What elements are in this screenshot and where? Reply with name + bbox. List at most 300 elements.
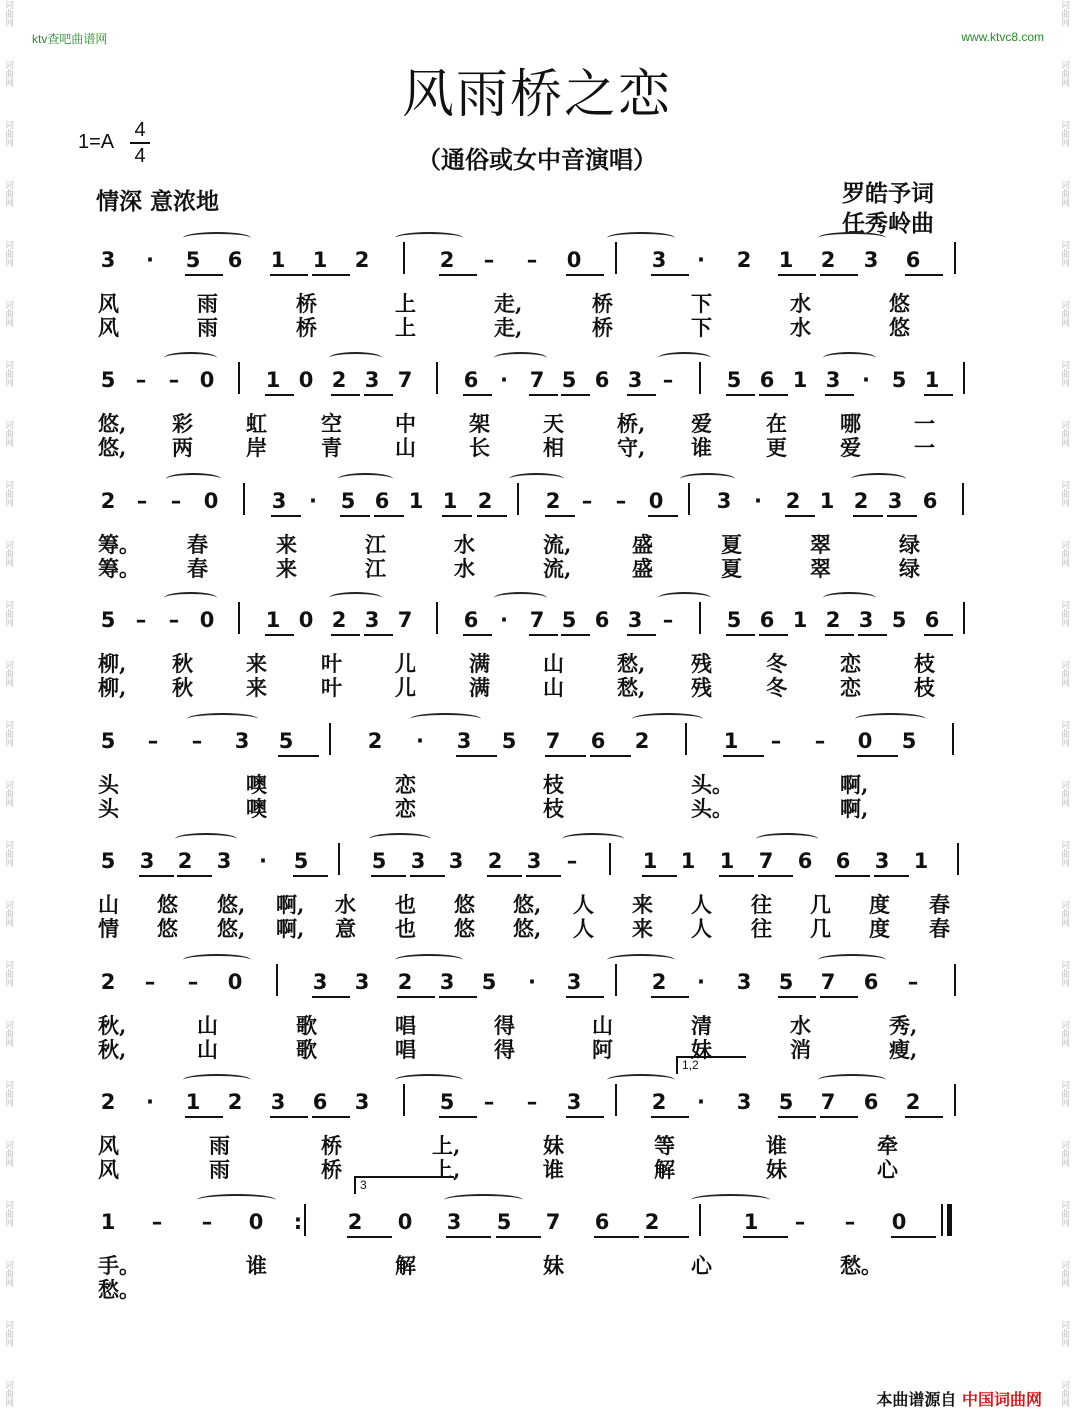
note: 1 xyxy=(270,248,286,272)
underline-beam xyxy=(529,634,558,636)
note: 5 xyxy=(778,1090,794,1114)
dash: – xyxy=(144,970,156,994)
lyric-syllable: 悠, xyxy=(98,435,127,460)
dash: – xyxy=(615,489,627,513)
barline xyxy=(963,602,965,634)
notation-row xyxy=(98,606,1008,646)
watermark-text: 词曲网 xyxy=(3,1260,13,1287)
lyric-syllable: 情 xyxy=(98,916,119,941)
slur xyxy=(494,592,547,604)
notation-row xyxy=(98,968,1008,1008)
underline-beam xyxy=(743,1236,788,1238)
underline-beam xyxy=(139,875,174,877)
note: 0 xyxy=(648,489,664,513)
note: 7 xyxy=(397,608,413,632)
lyric-syllable: 雨 xyxy=(197,291,218,316)
note: 3 xyxy=(887,489,903,513)
barline xyxy=(615,1084,617,1116)
underline-beam xyxy=(723,755,764,757)
lyric-syllable: 绿 xyxy=(899,532,920,557)
dash: – xyxy=(907,970,919,994)
underline-beam xyxy=(312,1116,350,1118)
note: 0 xyxy=(227,970,243,994)
lyric-syllable: 架 xyxy=(469,411,490,436)
underline-beam xyxy=(651,1116,689,1118)
lyric-syllable: 筹。 xyxy=(98,556,140,581)
lyric-syllable: 意 xyxy=(335,916,356,941)
barline xyxy=(436,362,438,394)
watermark-text: 词曲网 xyxy=(3,600,13,627)
underline-beam xyxy=(853,515,883,517)
note: 3 xyxy=(354,970,370,994)
lyric-syllable: 水 xyxy=(454,532,475,557)
notation-row xyxy=(98,727,1008,767)
underline-beam xyxy=(487,875,522,877)
lyric-syllable: 度 xyxy=(869,892,890,917)
lyric-syllable: 桥, xyxy=(617,411,646,436)
lyric-syllable: 啊, xyxy=(840,772,869,797)
lyric-syllable: 柳, xyxy=(98,651,127,676)
note: 5 xyxy=(185,248,201,272)
lyric-syllable: 恋 xyxy=(840,651,861,676)
underline-beam xyxy=(924,394,953,396)
watermark-text: 词曲网 xyxy=(3,840,13,867)
lyric-syllable: 上, xyxy=(432,1157,461,1182)
lyric-syllable: 残 xyxy=(691,675,712,700)
note: 5 xyxy=(100,368,116,392)
lyrics-verse-2 xyxy=(98,793,1008,821)
lyric-syllable: 水 xyxy=(454,556,475,581)
slur xyxy=(607,232,675,244)
underline-beam xyxy=(439,996,477,998)
lyric-syllable: 悠 xyxy=(157,916,178,941)
lyric-syllable: 妹 xyxy=(543,1253,564,1278)
lyric-syllable: 啊, xyxy=(276,916,305,941)
underline-beam xyxy=(312,996,350,998)
slur xyxy=(175,833,237,845)
lyric-syllable: 来 xyxy=(246,651,267,676)
lyric-syllable: 中 xyxy=(395,411,416,436)
lyric-syllable: 上 xyxy=(395,315,416,340)
watermark-text: 词曲网 xyxy=(3,420,13,447)
note: 2 xyxy=(354,248,370,272)
note: 5 xyxy=(100,849,116,873)
underline-beam xyxy=(651,996,689,998)
note: 5 xyxy=(778,970,794,994)
volta-bracket-3: 3 xyxy=(354,1176,454,1194)
note: 5 xyxy=(561,368,577,392)
barline xyxy=(941,1204,943,1236)
lyric-syllable: 头。 xyxy=(691,772,733,797)
notation-row xyxy=(98,487,1008,527)
slur xyxy=(197,1194,276,1206)
note: 0 xyxy=(203,489,219,513)
lyric-syllable: 也 xyxy=(395,892,416,917)
note: 3 xyxy=(364,608,380,632)
slur xyxy=(329,352,382,364)
lyric-syllable: 来 xyxy=(246,675,267,700)
augmentation-dot: · xyxy=(500,608,508,632)
barline xyxy=(954,242,956,274)
note: 1 xyxy=(778,248,794,272)
source-footer xyxy=(876,1387,1042,1410)
note: 3 xyxy=(863,248,879,272)
lyric-syllable: 山 xyxy=(197,1037,218,1062)
note: 6 xyxy=(924,608,940,632)
slur xyxy=(494,352,547,364)
note: 6 xyxy=(594,608,610,632)
slur xyxy=(183,232,251,244)
lyric-syllable: 桥 xyxy=(592,291,613,316)
note: 3 xyxy=(100,248,116,272)
note: 5 xyxy=(726,608,742,632)
lyric-syllable: 几 xyxy=(810,892,831,917)
watermark-text: 词曲网 xyxy=(3,240,13,267)
lyric-syllable: 雨 xyxy=(197,315,218,340)
note: 5 xyxy=(561,608,577,632)
dash: – xyxy=(151,1210,163,1234)
slur xyxy=(607,1074,675,1086)
underline-beam xyxy=(820,1116,858,1118)
note: 0 xyxy=(248,1210,264,1234)
lyric-syllable: 枝 xyxy=(914,675,935,700)
barline xyxy=(615,964,617,996)
note: 1 xyxy=(265,608,281,632)
note: 1 xyxy=(792,368,808,392)
barline xyxy=(699,1204,701,1236)
lyric-syllable: 下 xyxy=(691,291,712,316)
lyric-syllable: 柳, xyxy=(98,675,127,700)
barline xyxy=(963,362,965,394)
dash: – xyxy=(168,608,180,632)
note: 0 xyxy=(891,1210,907,1234)
lyric-syllable: 走, xyxy=(494,315,523,340)
note: 6 xyxy=(463,368,479,392)
watermark-text: 词曲网 xyxy=(1059,1200,1069,1227)
lyric-syllable: 桥 xyxy=(592,315,613,340)
underline-beam xyxy=(364,634,393,636)
lyric-syllable: 悠 xyxy=(454,916,475,941)
dash: – xyxy=(147,729,159,753)
underline-beam xyxy=(651,274,689,276)
note: 2 xyxy=(367,729,383,753)
note: 3 xyxy=(716,489,732,513)
underline-beam xyxy=(627,394,656,396)
underline-beam xyxy=(759,634,788,636)
note: 3 xyxy=(446,1210,462,1234)
lyric-syllable: 心 xyxy=(877,1157,898,1182)
dash: – xyxy=(483,1090,495,1114)
slur xyxy=(369,833,431,845)
underline-beam xyxy=(477,515,507,517)
note: 2 xyxy=(487,849,503,873)
dash: – xyxy=(135,368,147,392)
slur xyxy=(632,713,703,725)
note: 1 xyxy=(680,849,696,873)
lyric-syllable: 悠, xyxy=(217,916,246,941)
lyrics-verse-2 xyxy=(98,1034,1008,1062)
lyric-syllable: 爱 xyxy=(691,411,712,436)
note: 1 xyxy=(723,729,739,753)
lyric-syllable: 守, xyxy=(617,435,646,460)
underline-beam xyxy=(594,1236,639,1238)
lyric-syllable: 头。 xyxy=(691,796,733,821)
lyric-syllable: 岸 xyxy=(246,435,267,460)
underline-beam xyxy=(778,274,816,276)
underline-beam xyxy=(726,394,755,396)
lyric-syllable: 噢 xyxy=(246,772,267,797)
dash: – xyxy=(168,368,180,392)
lyric-syllable: 翠 xyxy=(810,532,831,557)
lyric-syllable: 噢 xyxy=(246,796,267,821)
note: 0 xyxy=(298,368,314,392)
lyric-syllable: 盛 xyxy=(632,532,653,557)
note: 2 xyxy=(905,1090,921,1114)
underline-beam xyxy=(758,875,793,877)
slur xyxy=(818,232,886,244)
watermark-text: 词曲网 xyxy=(3,900,13,927)
augmentation-dot: · xyxy=(754,489,762,513)
right-watermark-strip xyxy=(1056,0,1074,1426)
key-signature: 1=A xyxy=(78,131,115,153)
underline-beam xyxy=(825,394,854,396)
underline-beam xyxy=(496,1236,541,1238)
note: 2 xyxy=(227,1090,243,1114)
lyric-syllable: 春 xyxy=(187,556,208,581)
underline-beam xyxy=(397,996,435,998)
underline-beam xyxy=(177,875,212,877)
note: 0 xyxy=(199,368,215,392)
site-left-label: ktv查吧曲谱网 xyxy=(32,32,108,46)
underline-beam xyxy=(874,875,909,877)
watermark-text: 词曲网 xyxy=(3,1320,13,1347)
watermark-text: 词曲网 xyxy=(3,660,13,687)
underline-beam xyxy=(835,875,870,877)
lyric-syllable: 风 xyxy=(98,1157,119,1182)
note: 6 xyxy=(590,729,606,753)
note: 5 xyxy=(891,368,907,392)
underline-beam xyxy=(566,1116,604,1118)
note: 1 xyxy=(408,489,424,513)
lyric-syllable: 谁 xyxy=(766,1133,787,1158)
slur xyxy=(395,1074,463,1086)
lyric-syllable: 风 xyxy=(98,315,119,340)
watermark-text: 词曲网 xyxy=(3,960,13,987)
lyric-syllable: 也 xyxy=(395,916,416,941)
lyric-syllable: 歌 xyxy=(296,1037,317,1062)
watermark-text: 词曲网 xyxy=(3,1380,13,1407)
underline-beam xyxy=(545,515,575,517)
slur xyxy=(823,592,876,604)
lyric-syllable: 水 xyxy=(790,291,811,316)
underline-beam xyxy=(371,875,406,877)
dash: – xyxy=(187,970,199,994)
note: 5 xyxy=(278,729,294,753)
barline xyxy=(957,843,959,875)
underline-beam xyxy=(410,875,445,877)
lyric-syllable: 解 xyxy=(654,1157,675,1182)
barline xyxy=(609,843,611,875)
note: 2 xyxy=(785,489,801,513)
underline-beam xyxy=(293,875,328,877)
lyric-syllable: 空 xyxy=(321,411,342,436)
slur xyxy=(851,473,906,485)
watermark-text: 词曲网 xyxy=(1059,300,1069,327)
lyric-syllable: 水 xyxy=(335,892,356,917)
slur xyxy=(183,1074,251,1086)
lyric-syllable: 几 xyxy=(810,916,831,941)
note: 6 xyxy=(835,849,851,873)
note: 2 xyxy=(853,489,869,513)
lyric-syllable: 翠 xyxy=(810,556,831,581)
note: 6 xyxy=(594,368,610,392)
underline-beam xyxy=(270,274,308,276)
note: 1 xyxy=(100,1210,116,1234)
dash: – xyxy=(170,489,182,513)
watermark-text: 词曲网 xyxy=(1059,540,1069,567)
watermark-text: 词曲网 xyxy=(3,360,13,387)
lyric-syllable: 解 xyxy=(395,1253,416,1278)
note: 3 xyxy=(526,849,542,873)
dash: – xyxy=(483,248,495,272)
barline xyxy=(276,964,278,996)
lyric-syllable: 风 xyxy=(98,1133,119,1158)
note: 3 xyxy=(825,368,841,392)
lyric-syllable: 悠, xyxy=(513,892,542,917)
final-barline xyxy=(947,1204,952,1236)
slur xyxy=(562,833,624,845)
lyric-syllable: 雨 xyxy=(209,1133,230,1158)
slur xyxy=(818,1074,886,1086)
note: 6 xyxy=(759,368,775,392)
watermark-text: 词曲网 xyxy=(1059,60,1069,87)
dash: – xyxy=(566,849,578,873)
lyric-syllable: 水 xyxy=(790,315,811,340)
left-watermark-strip xyxy=(0,0,18,1426)
lyric-syllable: 一 xyxy=(914,435,935,460)
lyrics-verse-2 xyxy=(98,913,1008,941)
underline-beam xyxy=(374,515,404,517)
note: 7 xyxy=(529,368,545,392)
lyric-syllable: 上, xyxy=(432,1133,461,1158)
lyric-syllable: 人 xyxy=(573,916,594,941)
underline-beam xyxy=(442,515,472,517)
note: 6 xyxy=(905,248,921,272)
note: 5 xyxy=(726,368,742,392)
underline-beam xyxy=(271,515,301,517)
lyric-syllable: 秋, xyxy=(98,1037,127,1062)
lyric-syllable: 悠 xyxy=(889,315,910,340)
slur xyxy=(395,232,463,244)
watermark-text: 词曲网 xyxy=(1059,1020,1069,1047)
watermark-text: 词曲网 xyxy=(3,720,13,747)
lyric-syllable: 度 xyxy=(869,916,890,941)
lyric-syllable: 秀, xyxy=(889,1013,918,1038)
augmentation-dot: · xyxy=(528,970,536,994)
note: 5 xyxy=(501,729,517,753)
slur xyxy=(658,592,711,604)
lyric-syllable: 悠 xyxy=(454,892,475,917)
note: 6 xyxy=(374,489,390,513)
note: 2 xyxy=(331,608,347,632)
underline-beam xyxy=(644,1236,689,1238)
notation-row xyxy=(98,847,1008,887)
watermark-text: 词曲网 xyxy=(1059,360,1069,387)
note: 3 xyxy=(139,849,155,873)
note: 6 xyxy=(863,970,879,994)
composer-credit: 任秀岭曲 xyxy=(842,210,934,237)
barline xyxy=(243,483,245,515)
watermark-text: 词曲网 xyxy=(1059,840,1069,867)
watermark-text: 词曲网 xyxy=(1059,420,1069,447)
lyric-syllable: 来 xyxy=(276,556,297,581)
dash: – xyxy=(662,368,674,392)
watermark-text: 词曲网 xyxy=(1059,0,1069,27)
note: 3 xyxy=(627,608,643,632)
lyric-syllable: 来 xyxy=(632,892,653,917)
barline xyxy=(403,242,405,274)
lyric-syllable: 枝 xyxy=(543,796,564,821)
dash: – xyxy=(526,1090,538,1114)
note: 6 xyxy=(312,1090,328,1114)
lyric-syllable: 恋 xyxy=(840,675,861,700)
dash: – xyxy=(526,248,538,272)
watermark-text: 词曲网 xyxy=(1059,660,1069,687)
note: 2 xyxy=(397,970,413,994)
watermark-text: 词曲网 xyxy=(3,1080,13,1107)
lyric-syllable: 恋 xyxy=(395,796,416,821)
note: 2 xyxy=(634,729,650,753)
note: 0 xyxy=(857,729,873,753)
underline-beam xyxy=(778,996,816,998)
underline-beam xyxy=(439,1116,477,1118)
barline xyxy=(517,483,519,515)
lyric-syllable: 悠, xyxy=(217,892,246,917)
note: 2 xyxy=(736,248,752,272)
lyric-syllable: 枝 xyxy=(914,651,935,676)
underline-beam xyxy=(312,274,350,276)
watermark-text: 词曲网 xyxy=(1059,1380,1069,1407)
lyric-syllable: 心 xyxy=(691,1253,712,1278)
song-title: 风雨桥之恋 xyxy=(401,65,672,125)
lyric-syllable: 来 xyxy=(632,916,653,941)
note: 1 xyxy=(913,849,929,873)
barline xyxy=(403,1084,405,1116)
volta-bracket-1-2: 1,2 xyxy=(676,1056,746,1074)
dash: – xyxy=(201,1210,213,1234)
lyric-syllable: 虹 xyxy=(246,411,267,436)
note: 2 xyxy=(477,489,493,513)
note: 6 xyxy=(922,489,938,513)
note: 0 xyxy=(566,248,582,272)
underline-beam xyxy=(590,755,631,757)
barline xyxy=(962,483,964,515)
underline-beam xyxy=(265,394,294,396)
note: 2 xyxy=(347,1210,363,1234)
lyric-syllable: 走, xyxy=(494,291,523,316)
slur xyxy=(823,352,876,364)
slur xyxy=(509,473,564,485)
note: 6 xyxy=(863,1090,879,1114)
watermark-text: 词曲网 xyxy=(3,60,13,87)
underline-beam xyxy=(759,394,788,396)
note: 2 xyxy=(545,489,561,513)
note: 0 xyxy=(298,608,314,632)
lyric-syllable: 妹 xyxy=(766,1157,787,1182)
lyric-syllable: 得 xyxy=(494,1013,515,1038)
lyric-syllable: 啊, xyxy=(840,796,869,821)
lyric-syllable: 上 xyxy=(395,291,416,316)
